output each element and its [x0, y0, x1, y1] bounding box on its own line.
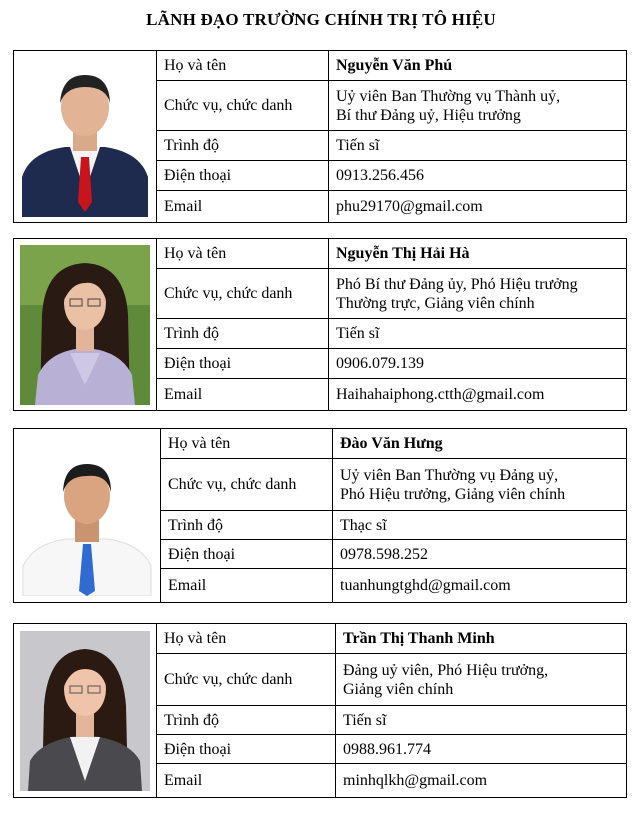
info-table — [157, 51, 626, 222]
leader-degree: Tiến sĩ — [329, 131, 626, 161]
label-email: Email — [157, 764, 336, 797]
page-title: LÃNH ĐẠO TRƯỜNG CHÍNH TRỊ TÔ HIỆU — [146, 10, 496, 29]
label-name: Họ và tên — [157, 51, 329, 81]
info-table — [157, 624, 626, 797]
label-email: Email — [157, 379, 329, 410]
label-position: Chức vụ, chức danh — [157, 654, 336, 706]
portrait-photo — [14, 429, 161, 602]
info-table — [161, 429, 626, 602]
leader-phone: 0913.256.456 — [329, 161, 626, 191]
leader-name: Nguyễn Văn Phú — [329, 51, 626, 81]
portrait-photo — [14, 239, 157, 410]
label-position: Chức vụ, chức danh — [161, 459, 333, 511]
label-phone: Điện thoại — [157, 349, 329, 379]
label-name: Họ và tên — [157, 239, 329, 269]
leader-email[interactable]: minhqlkh@gmail.com — [343, 772, 488, 789]
leader-phone: 0988.961.774 — [336, 735, 626, 764]
label-degree: Trình độ — [157, 706, 336, 735]
leader-position — [329, 269, 626, 319]
leader-degree: Tiến sĩ — [329, 319, 626, 349]
label-email: Email — [161, 569, 333, 602]
label-position: Chức vụ, chức danh — [157, 81, 329, 131]
label-phone: Điện thoại — [157, 161, 329, 191]
info-table — [157, 239, 626, 410]
label-email: Email — [157, 191, 329, 222]
label-degree: Trình độ — [157, 131, 329, 161]
position-line: Giảng viên chính — [343, 680, 454, 698]
position-line: Uỷ viên Ban Thường vụ Đảng uỷ, — [340, 466, 559, 484]
leader-email[interactable]: tuanhungtghd@gmail.com — [340, 577, 511, 594]
leader-card-3 — [13, 428, 627, 603]
leader-card-1 — [13, 50, 627, 223]
label-degree: Trình độ — [157, 319, 329, 349]
label-phone: Điện thoại — [161, 540, 333, 569]
leader-position — [329, 81, 626, 131]
leader-position — [336, 654, 626, 706]
leader-card-2 — [13, 238, 627, 411]
label-name: Họ và tên — [157, 624, 336, 654]
leader-degree: Tiến sĩ — [336, 706, 626, 735]
label-phone: Điện thoại — [157, 735, 336, 764]
leader-email[interactable]: Haihahaiphong.ctth@gmail.com — [336, 386, 545, 403]
leader-card-4 — [13, 623, 627, 798]
label-position: Chức vụ, chức danh — [157, 269, 329, 319]
portrait-photo — [14, 51, 157, 222]
leader-name: Nguyễn Thị Hải Hà — [329, 239, 626, 269]
leader-position — [333, 459, 626, 511]
label-name: Họ và tên — [161, 429, 333, 459]
position-line: Thường trực, Giảng viên chính — [336, 294, 535, 312]
position-line: Bí thư Đảng uỷ, Hiệu trưởng — [336, 106, 521, 124]
leader-phone: 0906.079.139 — [329, 349, 626, 379]
position-line: Phó Bí thư Đảng ủy, Phó Hiệu trưởng — [336, 275, 578, 293]
position-line: Uỷ viên Ban Thường vụ Thành uỷ, — [336, 87, 561, 105]
leader-degree: Thạc sĩ — [333, 511, 626, 540]
position-line: Đảng uỷ viên, Phó Hiệu trưởng, — [343, 661, 549, 679]
portrait-photo — [14, 624, 157, 797]
label-degree: Trình độ — [161, 511, 333, 540]
leader-name: Trần Thị Thanh Minh — [336, 624, 626, 654]
leader-name: Đào Văn Hưng — [333, 429, 626, 459]
position-line: Phó Hiệu trưởng, Giảng viên chính — [340, 485, 566, 503]
leader-email[interactable]: phu29170@gmail.com — [336, 198, 483, 215]
leader-phone: 0978.598.252 — [333, 540, 626, 569]
